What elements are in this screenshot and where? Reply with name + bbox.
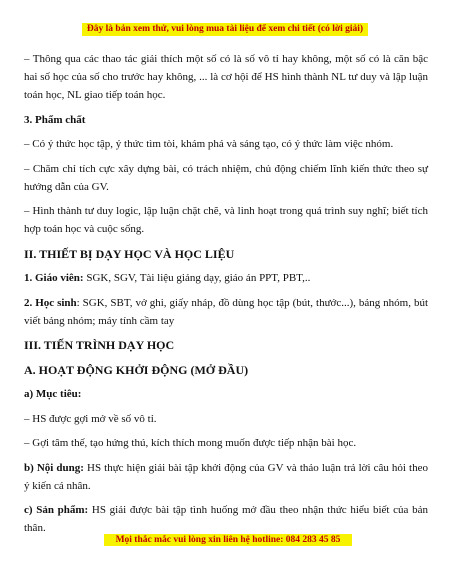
paragraph-quality-1: – Có ý thức học tập, ý thức tìm tòi, khám phá và sáng tạo, có ý thức làm việc nhóm. bbox=[24, 138, 394, 150]
paragraph-objective-2: – Gợi tâm thế, tạo hứng thú, kích thích mong muốn được tiếp nhận bài học. bbox=[24, 437, 357, 449]
paragraph-student bbox=[24, 294, 428, 330]
hotline-footer-banner: Mọi thắc mắc vui lòng xin liên hệ hotline: 084 283 45 85 bbox=[104, 534, 352, 546]
heading-qualities: 3. Phẩm chất bbox=[24, 113, 86, 126]
heading-warmup-activity: A. HOẠT ĐỘNG KHỞI ĐỘNG (MỞ ĐẦU) bbox=[24, 362, 249, 377]
teacher-label: 1. Giáo viên: bbox=[24, 272, 84, 284]
paragraph-competence: – Thông qua các thao tác giải thích một số có là số vô tỉ hay không, một số có là căn bậc hai số học của số cho trước hay không, ... là cơ hội để HS hình thành NL tư duy và lập luận toán học, NL giao tiếp toán học. bbox=[24, 53, 428, 101]
paragraph-quality-2: – Chăm chỉ tích cực xây dựng bài, có trách nhiệm, chủ động chiếm lĩnh kiến thức theo sự hướng dẫn của GV. bbox=[24, 162, 428, 193]
paragraph-product bbox=[24, 501, 428, 537]
teacher-text: SGK, SGV, Tài liệu giảng dạy, giáo án PPT, PBT,.. bbox=[83, 272, 311, 284]
heading-process: III. TIẾN TRÌNH DẠY HỌC bbox=[24, 338, 175, 352]
product-label: c) Sản phẩm: bbox=[24, 504, 89, 516]
preview-notice-banner: Đây là bản xem thử, vui lòng mua tài liệu để xem chi tiết (có lời giải) bbox=[82, 23, 368, 36]
paragraph-teacher bbox=[24, 269, 428, 287]
heading-equipment: II. THIẾT BỊ DẠY HỌC VÀ HỌC LIỆU bbox=[24, 246, 235, 261]
content-text: HS thực hiện giải bài tập khởi động của GV và thảo luận trả lời câu hỏi theo ý kiến cá nhân. bbox=[24, 461, 428, 492]
document-body bbox=[24, 50, 428, 544]
heading-objectives: a) Mục tiêu: bbox=[24, 388, 82, 400]
product-text: HS giải được bài tập tình huống mở đầu theo nhận thức hiểu biết của bản thân. bbox=[24, 504, 429, 534]
paragraph-quality-3: – Hình thành tư duy logic, lập luận chặt chẽ, và linh hoạt trong quá trình suy nghĩ; biết tích hợp toán học và cuộc sống. bbox=[24, 205, 428, 235]
student-label: 2. Học sinh bbox=[24, 296, 77, 309]
paragraph-content bbox=[24, 459, 428, 495]
paragraph-objective-1: – HS được gợi mở về số vô tỉ. bbox=[24, 412, 157, 425]
student-text: : SGK, SBT, vở ghi, giấy nháp, đồ dùng học tập (bút, thước...), bảng nhóm, bút viết bảng nhóm; máy tính cầm tay bbox=[24, 296, 428, 327]
content-label: b) Nội dung: bbox=[24, 461, 84, 474]
